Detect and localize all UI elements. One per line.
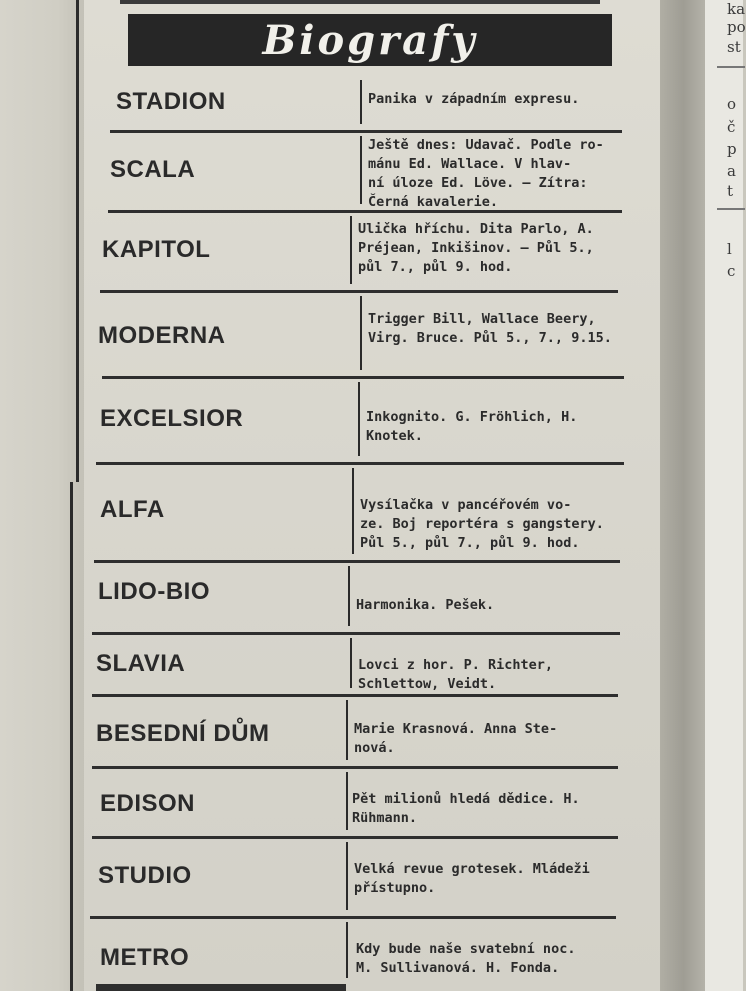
programme-line: Harmonika. Pešek. <box>356 597 495 613</box>
programme-text <box>366 408 577 446</box>
programme-line: Panika v západním expresu. <box>368 91 580 107</box>
programme-text <box>368 136 604 212</box>
right-page-fragment: c <box>727 262 736 280</box>
cinema-name: SLAVIA <box>96 650 186 677</box>
programme-line: Lovci z hor. P. Richter, <box>358 657 554 673</box>
cinema-name: BESEDNÍ DŮM <box>96 720 270 747</box>
right-page-rule <box>717 66 745 68</box>
programme-line: Kdy bude naše svatební noc. <box>356 941 576 957</box>
row-divider-horizontal <box>110 130 622 133</box>
programme-line: Trigger Bill, Wallace Beery, <box>368 311 596 327</box>
programme-text <box>358 220 594 277</box>
row-divider-horizontal <box>96 462 624 465</box>
programme-line: Rühmann. <box>352 810 418 826</box>
programme-line: ní úloze Ed. Löve. — Zítra: <box>368 175 588 191</box>
programme-line: Marie Krasnová. Anna Ste- <box>354 721 558 737</box>
left-page-margin <box>0 0 96 991</box>
row-divider-vertical <box>346 700 348 760</box>
programme-line: přístupno. <box>354 880 436 896</box>
cinema-name: MODERNA <box>98 322 226 349</box>
top-rule <box>120 0 600 4</box>
cinema-name: KAPITOL <box>102 236 211 263</box>
right-page-fragment: st <box>727 38 741 56</box>
programme-line: ze. Boj reportéra s gangstery. <box>360 516 604 532</box>
row-divider-vertical <box>352 468 354 554</box>
programme-text <box>360 496 604 553</box>
right-page-fragment: t <box>727 182 734 200</box>
row-divider-horizontal <box>92 694 618 697</box>
programme-line: Velká revue grotesek. Mládeži <box>354 861 590 877</box>
right-page-fragment: p <box>727 140 737 158</box>
cinema-name: LIDO-BIO <box>98 578 210 605</box>
programme-text <box>356 940 575 978</box>
row-divider-vertical <box>350 216 352 284</box>
right-page-rule <box>717 208 745 210</box>
row-divider-vertical <box>346 842 348 910</box>
row-divider-vertical <box>360 80 362 124</box>
row-divider-horizontal <box>92 632 620 635</box>
cinema-name: ALFA <box>100 496 165 523</box>
programme-line: Půl 5., půl 7., půl 9. hod. <box>360 535 580 551</box>
right-page-fragment: o <box>727 95 737 113</box>
programme-line: Inkognito. G. Fröhlich, H. <box>366 409 578 425</box>
section-header <box>128 14 612 66</box>
programme-line: Virg. Bruce. Půl 5., 7., 9.15. <box>368 330 612 346</box>
cinema-name: METRO <box>100 944 190 971</box>
programme-text <box>354 720 557 758</box>
programme-line: M. Sullivanová. H. Fonda. <box>356 960 560 976</box>
right-page-fragment: ka <box>727 0 746 18</box>
column-border-left <box>76 0 79 482</box>
right-page-fragment: č <box>727 118 736 136</box>
right-page <box>705 0 746 991</box>
row-divider-vertical <box>346 922 348 978</box>
programme-line: Pět milionů hledá dědice. H. <box>352 791 580 807</box>
programme-line: Ještě dnes: Udavač. Podle ro- <box>368 137 604 153</box>
row-divider-vertical <box>348 566 350 626</box>
programme-line: půl 7., půl 9. hod. <box>358 259 513 275</box>
right-page-fragment: po <box>727 18 746 36</box>
programme-line: Černá kavalerie. <box>368 194 499 210</box>
programme-line: mánu Ed. Wallace. V hlav- <box>368 156 572 172</box>
cinema-name: SCALA <box>110 156 196 183</box>
row-divider-horizontal <box>100 290 618 293</box>
cinema-name: STADION <box>116 88 226 115</box>
row-divider-vertical <box>358 382 360 456</box>
programme-line: Préjean, Inkišinov. — Půl 5., <box>358 240 594 256</box>
row-divider-horizontal <box>108 210 622 213</box>
row-divider-horizontal <box>102 376 624 379</box>
bottom-rule <box>96 984 346 991</box>
programme-line: Schlettow, Veidt. <box>358 676 497 692</box>
row-divider-vertical <box>350 638 352 688</box>
section-title: Biografy <box>262 16 478 64</box>
cinema-name: EDISON <box>100 790 196 817</box>
row-divider-horizontal <box>94 560 620 563</box>
column-border-left <box>70 482 73 991</box>
programme-text <box>354 860 590 898</box>
right-page-fragment: l <box>727 240 732 258</box>
programme-line: Knotek. <box>366 428 423 444</box>
row-divider-horizontal <box>90 916 616 919</box>
programme-line: Vysílačka v pancéřovém vo- <box>360 497 572 513</box>
row-divider-vertical <box>360 296 362 370</box>
row-divider-vertical <box>346 772 348 830</box>
cinema-name: STUDIO <box>98 862 192 889</box>
programme-line: Ulička hříchu. Dita Parlo, A. <box>358 221 594 237</box>
programme-text <box>352 790 580 828</box>
row-divider-horizontal <box>92 766 618 769</box>
programme-text <box>356 596 494 615</box>
row-divider-horizontal <box>92 836 618 839</box>
programme-text <box>368 90 579 109</box>
programme-text <box>358 656 553 694</box>
programme-line: nová. <box>354 740 395 756</box>
programme-text <box>368 310 612 348</box>
cinema-name: EXCELSIOR <box>100 405 244 432</box>
right-page-fragment: a <box>727 162 736 180</box>
row-divider-vertical <box>360 136 362 204</box>
